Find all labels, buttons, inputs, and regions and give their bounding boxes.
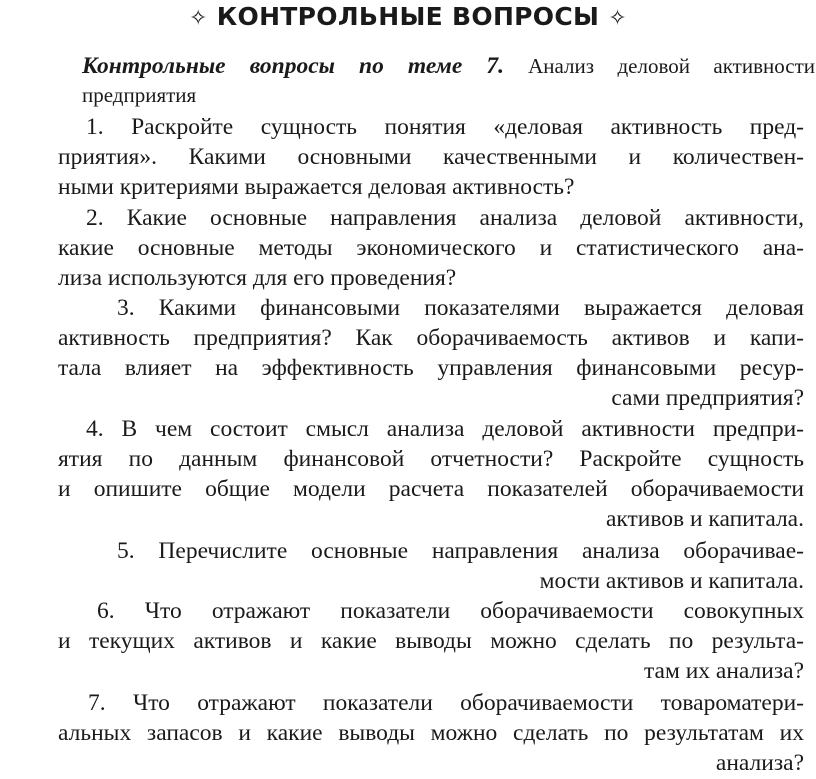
question-7 xyxy=(88,688,804,718)
question-line: альных запасов и какие выводы можно сделать по результатам их xyxy=(58,720,804,746)
subtitle-line xyxy=(82,80,815,110)
question-line: анализа? xyxy=(715,750,804,776)
page-title xyxy=(0,2,816,34)
question-5 xyxy=(117,536,804,566)
question-number: 6. xyxy=(97,598,115,624)
question-line: и текущих активов и какие выводы можно сделать по результа- xyxy=(58,628,804,654)
subtitle-line xyxy=(82,51,815,81)
sparkle-icon: ✧ xyxy=(189,6,208,31)
question-text: Перечислите основные направления анализа оборачивае- xyxy=(158,538,804,564)
question-6 xyxy=(97,596,804,626)
sparkle-icon: ✧ xyxy=(608,6,627,31)
question-1 xyxy=(86,112,804,142)
question-line: лиза используются для его проведения? xyxy=(58,265,457,291)
question-number: 3. xyxy=(117,295,135,321)
question-line: активность предприятия? Как оборачиваемость активов и капи- xyxy=(58,325,804,351)
question-line: там их анализа? xyxy=(643,658,804,684)
subtitle-topic-continued: предприятия xyxy=(82,83,197,107)
question-3 xyxy=(117,293,804,323)
question-line: сами предприятия? xyxy=(611,385,804,411)
question-line: тала влияет на эффективность управления финансовыми ресур- xyxy=(58,355,804,381)
question-text: Что отражают показатели оборачиваемости совокупных xyxy=(144,598,805,624)
subtitle-topic: Анализ деловой активности xyxy=(528,54,816,78)
question-4 xyxy=(86,414,804,444)
title-text: КОНТРОЛЬНЫЕ ВОПРОСЫ xyxy=(216,2,600,31)
question-number: 2. xyxy=(86,205,104,231)
question-number: 1. xyxy=(86,114,104,140)
question-text: Что отражают показатели оборачиваемости товароматери- xyxy=(132,690,805,716)
question-text: В чем состоит смысл анализа деловой активности предпри- xyxy=(121,416,804,442)
question-line: активов и капитала. xyxy=(605,506,804,532)
question-line: приятия». Какими основными качественными и количествен- xyxy=(58,144,804,170)
question-line: ятия по данным финансовой отчетности? Раскройте сущность xyxy=(58,446,804,472)
question-text: Какими финансовыми показателями выражается деловая xyxy=(158,295,804,321)
question-number: 5. xyxy=(117,538,135,564)
subtitle-emphasis: Контрольные вопросы по теме 7. xyxy=(82,53,504,79)
question-number: 7. xyxy=(88,690,106,716)
question-line: ными критериями выражается деловая активность? xyxy=(58,174,575,200)
question-number: 4. xyxy=(86,416,104,442)
question-line: какие основные методы экономического и статистического ана- xyxy=(58,235,804,261)
question-text: Какие основные направления анализа деловой активности, xyxy=(126,205,805,231)
question-text: Раскройте сущность понятия «деловая активность пред- xyxy=(131,114,804,140)
question-line: и опишите общие модели расчета показателей оборачиваемости xyxy=(58,476,804,502)
question-2 xyxy=(86,203,804,233)
question-line: мости активов и капитала. xyxy=(539,568,804,594)
